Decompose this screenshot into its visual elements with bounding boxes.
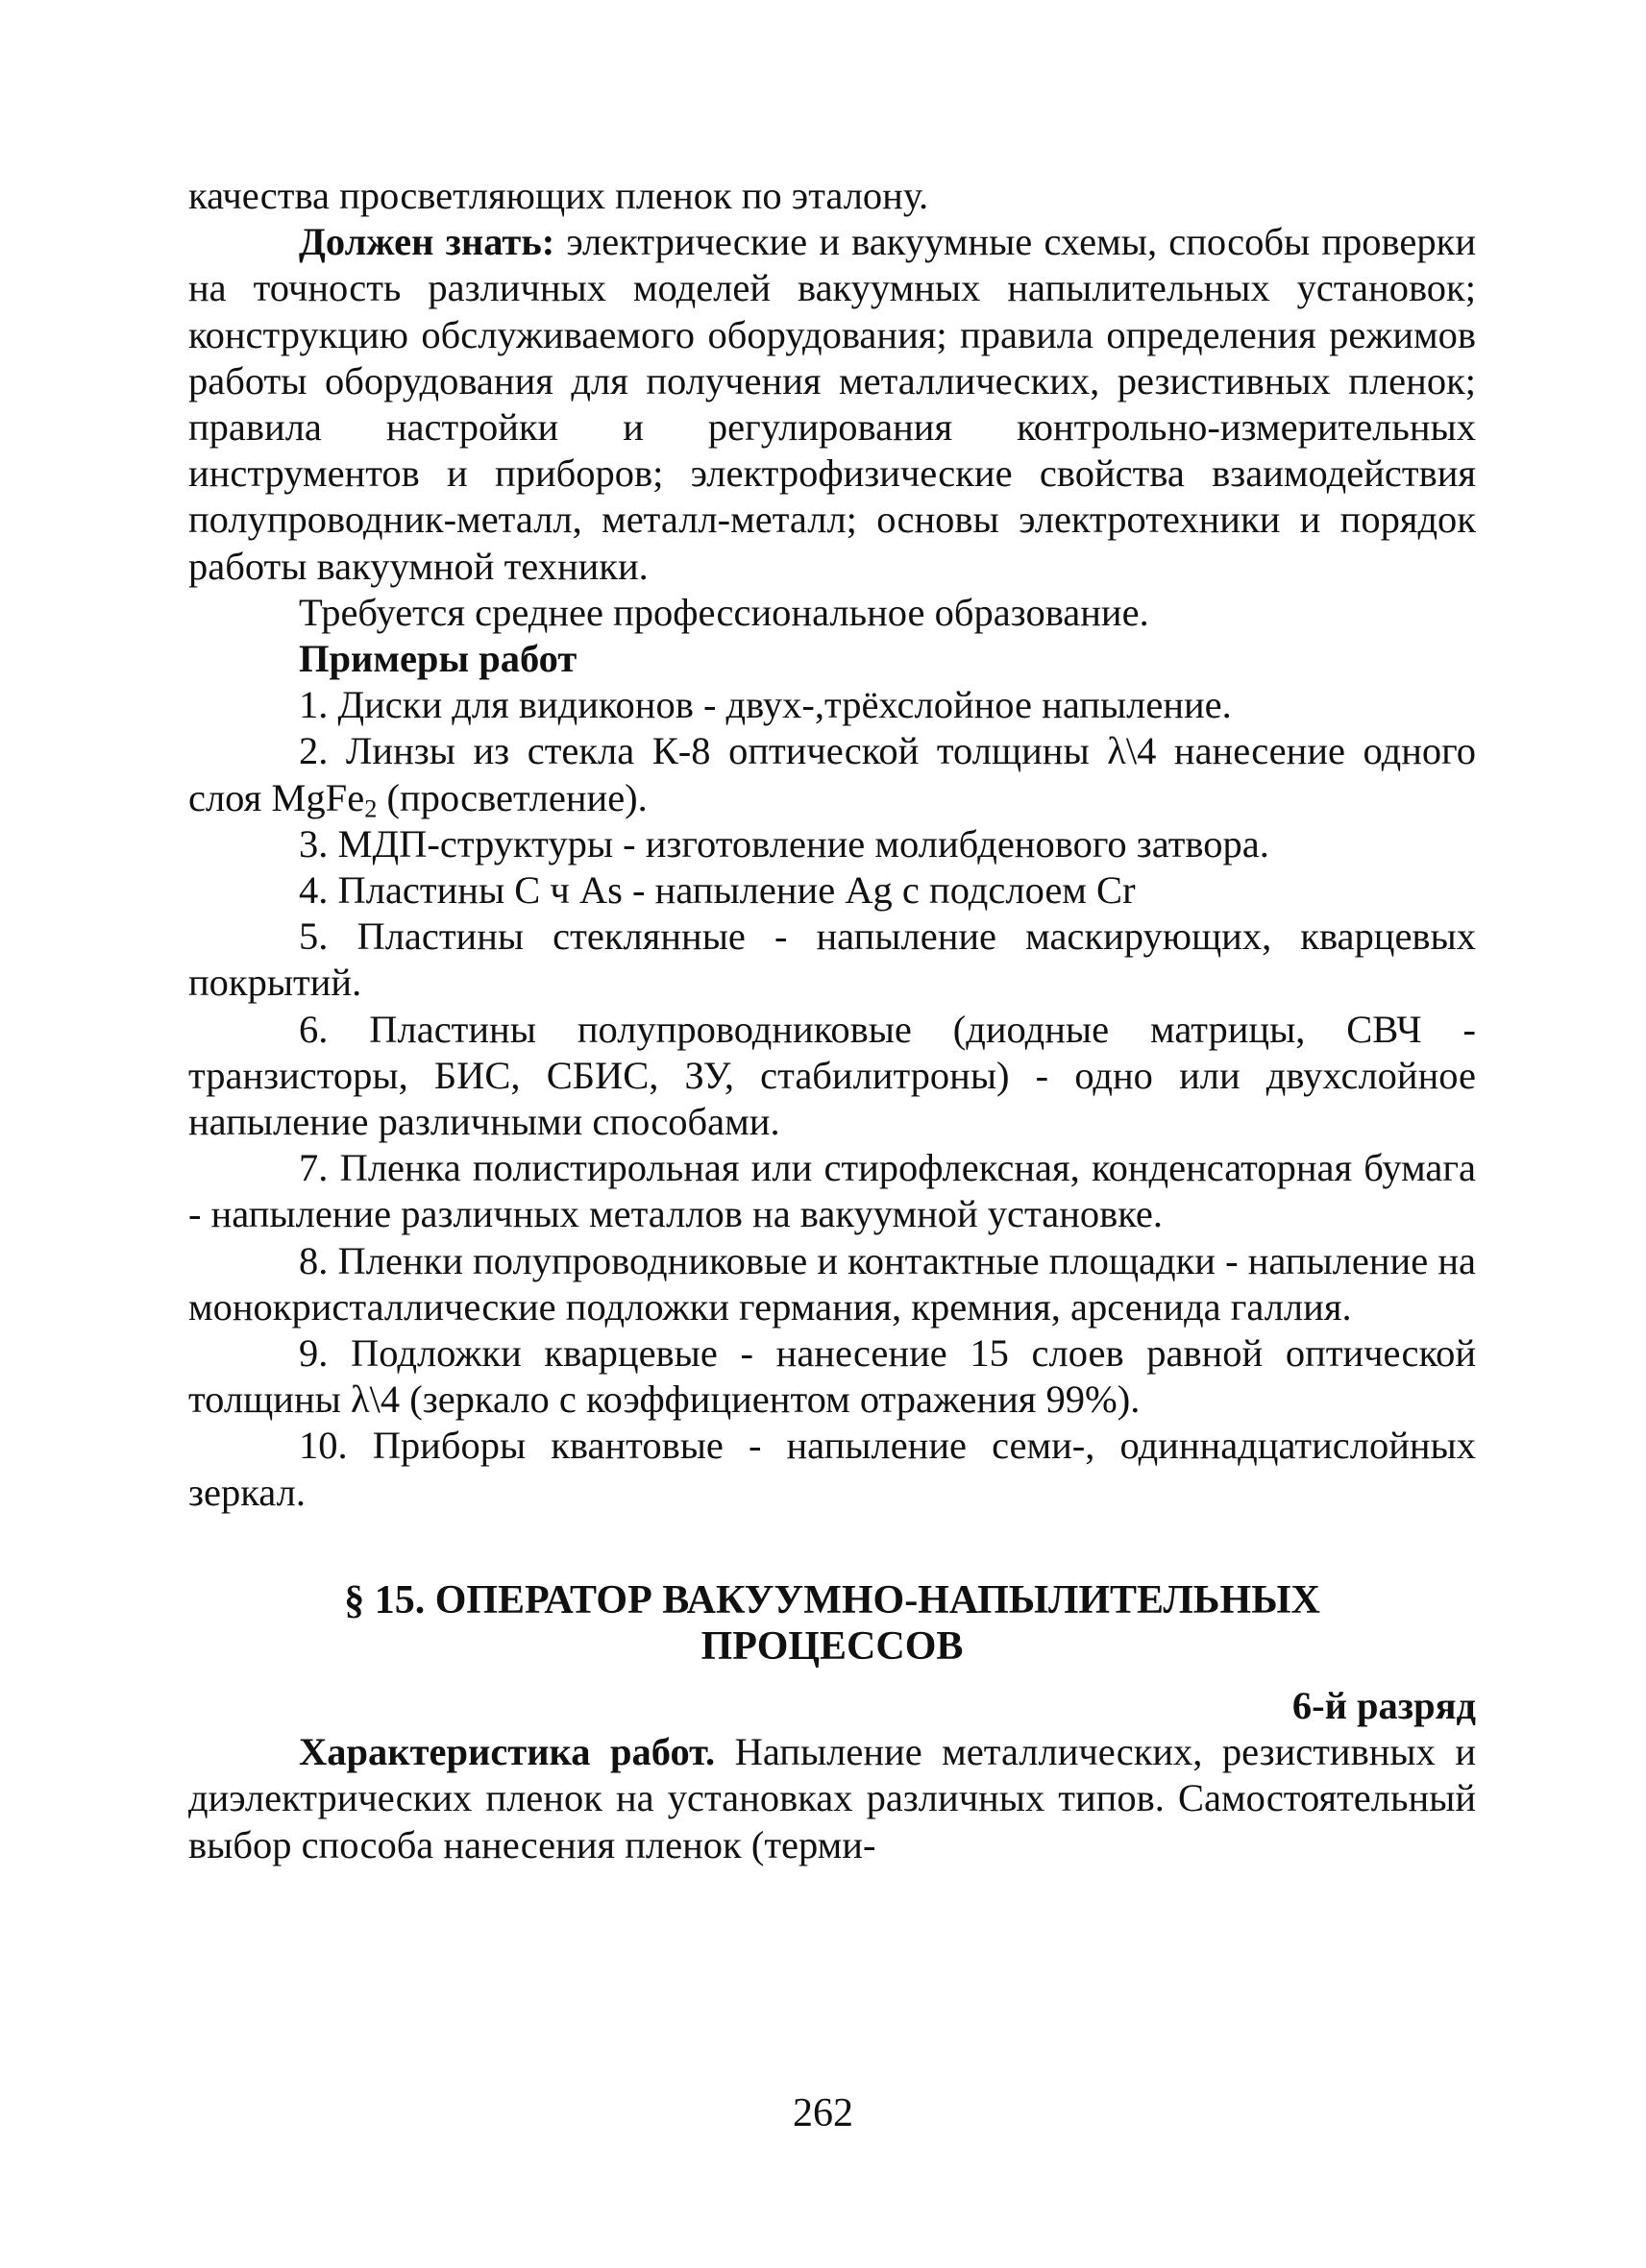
- example-item: [188, 728, 1476, 823]
- grade-label: 6-й разряд: [1291, 1683, 1476, 1727]
- must-know-text: электрические и вакуумные схемы, способы проверки на точность различных моделей вакуумных напылительных установок; конструкцию обслуживаемого оборудования; правила определения режимов работы оборудования для получения металлических, резистивных пленок; правила настройки и регулирования контрольно-измерительных инструментов и приборов; электрофизические свойства взаимодействия полупроводник-металл, металл-металл; основы электротехники и порядок работы вакуумной техники.: [188, 220, 1476, 588]
- section-title-line2: ПРОЦЕССОВ: [700, 1623, 964, 1669]
- must-know-paragraph: [188, 219, 1476, 590]
- subscript: 2: [364, 794, 378, 823]
- section-title-line1: § 15. ОПЕРАТОР ВАКУУМНО-НАПЫЛИТЕЛЬНЫХ: [344, 1577, 1320, 1622]
- characteristics-paragraph: [188, 1729, 1476, 1868]
- continuation-paragraph: качества просветляющих пленок по эталону.: [188, 174, 929, 217]
- page-number: 262: [793, 2091, 853, 2135]
- example-item: 6. Пластины полупроводниковые (диодные матрицы, СВЧ - транзисторы, БИС, СБИС, ЗУ, стабилитроны) - одно или двухслойное напыление различными способами.: [188, 1007, 1476, 1144]
- education-paragraph: Требуется среднее профессиональное образование.: [299, 590, 1149, 634]
- examples-heading: Примеры работ: [299, 637, 577, 681]
- example-item: 7. Пленка полистирольная или стирофлексная, конденсаторная бумага - напыление различных металлов на вакуумной установке.: [188, 1146, 1476, 1236]
- example-item: 4. Пластины С ч As - напыление Ag с подслоем Cr: [299, 868, 1136, 913]
- page-body: [188, 173, 1476, 1868]
- example-item: 10. Приборы квантовые - напыление семи-, одиннадцатислойных зеркал.: [188, 1424, 1476, 1514]
- example-item: 5. Пластины стеклянные - напыление маскирующих, кварцевых покрытий.: [188, 915, 1476, 1005]
- example-item: 3. МДП-структуры - изготовление молибденового затвора.: [299, 821, 1269, 866]
- characteristics-label: Характеристика работ.: [299, 1730, 716, 1774]
- characteristics-text: Напыление металлических, резистивных и диэлектрических пленок на установках различных типов. Самостоятельный выбор способа нанесения пленок (терми-: [188, 1730, 1476, 1866]
- example-item: 9. Подложки кварцевые - нанесение 15 слоев равной оптической толщины λ\4 (зеркало с коэффициентом отражения 99%).: [188, 1331, 1476, 1422]
- example-item-text: 2. Линзы из стекла К-8 оптической толщины λ\4 нанесение одного слоя MgFe: [188, 729, 1476, 819]
- section-title: [188, 1577, 1476, 1670]
- example-item: 8. Пленки полупроводниковые и контактные площадки - напыление на монокристаллические подложки германия, кремния, арсенида галлия.: [188, 1238, 1476, 1329]
- example-item: 1. Диски для видиконов - двух-,трёхслойное напыление.: [299, 683, 1232, 727]
- must-know-label: Должен знать:: [299, 220, 555, 264]
- example-item-tail: (просветление).: [377, 775, 648, 819]
